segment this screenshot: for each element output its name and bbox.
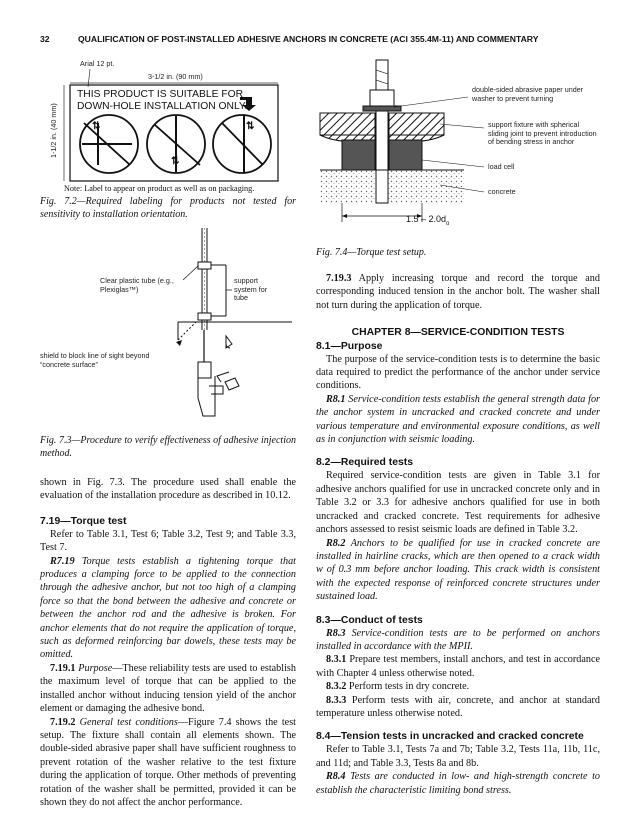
updown-icon: ⇅ bbox=[171, 156, 180, 167]
p831-lead: 8.3.1 bbox=[326, 654, 347, 666]
r8-2-lead: R8.2 bbox=[326, 537, 346, 549]
dimension-label bbox=[406, 214, 449, 227]
p833-text: Perform tests with air, concrete, and anchor at standard temperature unless otherwise noted. bbox=[316, 694, 600, 719]
p7191-lead: 7.19.1 bbox=[50, 662, 76, 674]
heading-8-2: 8.2—Required tests bbox=[316, 457, 414, 469]
updown-icon: ⇅ bbox=[246, 121, 255, 132]
load-cell-label: load cell bbox=[488, 162, 515, 171]
running-title: QUALIFICATION OF POST-INSTALLED ADHESIVE ANCHORS IN CONCRETE (ACI 355.4M-11) AND COMMENTARY bbox=[78, 34, 539, 44]
right-column bbox=[316, 272, 600, 797]
arial-label: Arial 12 pt. bbox=[80, 59, 115, 68]
dimension-subscript: o bbox=[446, 220, 450, 227]
paragraph-8-1: The purpose of the service-condition tests is to determine the basic data required to predict the performance of the anchor under service conditions. bbox=[316, 353, 600, 392]
fig73-caption: Fig. 7.3—Procedure to verify effectiveness of adhesive injection method. bbox=[40, 435, 296, 459]
updown-icon: ⇅ bbox=[92, 121, 101, 132]
r8-1-lead: R8.1 bbox=[326, 393, 346, 405]
support-fixture-label: support fixture with spherical sliding joint to prevent introduction of bending stress in anchor bbox=[488, 120, 597, 147]
p7193-lead: 7.19.3 bbox=[326, 273, 352, 284]
paragraph-7-19: Refer to Table 3.1, Test 6; Table 3.2, Test 9; and Table 3.3, Test 7. bbox=[40, 528, 296, 554]
fig72-note: Note: Label to appear on product as well as on packaging. bbox=[64, 184, 255, 193]
p7192-lead: 7.19.2 bbox=[50, 716, 76, 728]
p7192-text: —Figure 7.4 shows the test setup. The fixture shall contain all elements shown. The double-sided abrasive paper shall have sufficient roughness to prevent rotation of the washer relative to the test fixture during the application of torque. Other methods of preventing rotation of the washer shall be permitted, provided it can be shown they do not affect the anchor performance. bbox=[40, 716, 296, 808]
concrete-label: concrete bbox=[488, 187, 516, 196]
paragraph-8-4: Refer to Table 3.1, Tests 7a and 7b; Table 3.2, Tests 11a, 11b, 11c, and 11d; and Table 3.3, Tests 8a and 8b. bbox=[316, 744, 600, 769]
p831-text: Prepare test members, install anchors, and test in accordance with Chapter 4 unless otherwise noted. bbox=[316, 654, 600, 679]
label-line-1: THIS PRODUCT IS SUITABLE FOR bbox=[77, 89, 244, 100]
commentary-r8-3 bbox=[316, 627, 600, 654]
heading-8-4: 8.4—Tension tests in uncracked and cracked concrete bbox=[316, 731, 584, 743]
height-dimension: 1-1/2 in. (40 mm) bbox=[49, 103, 58, 158]
r8-4-lead: R8.4 bbox=[326, 771, 346, 783]
p833-lead: 8.3.3 bbox=[326, 694, 347, 706]
support-label: support system for tube bbox=[234, 276, 268, 303]
paragraph-8-3-1 bbox=[316, 653, 600, 680]
heading-8-1: 8.1—Purpose bbox=[316, 340, 383, 352]
chapter-8-heading: CHAPTER 8—SERVICE-CONDITION TESTS bbox=[351, 327, 565, 339]
p7193-text: Apply increasing torque and record the torque and corresponding induced tension in the anchor bolt. The washer shall not turn during the application of torque. bbox=[316, 273, 600, 311]
r8-3-text: Service-condition tests are to be performed on anchors installed in accordance with the MPII. bbox=[316, 627, 600, 652]
p832-text: Perform tests in dry concrete. bbox=[346, 681, 470, 693]
shield-label: shield to block line of sight beyond “concrete surface” bbox=[40, 351, 150, 369]
p832-lead: 8.3.2 bbox=[326, 681, 347, 693]
r8-1-text: Service-condition tests establish the general strength data for the anchor system in uncracked and cracked concrete and under various temperature and environmental exposure conditions, as well as in conjunction with seismic loading. bbox=[316, 393, 600, 446]
r7-19-text: Torque tests establish a tightening torque that produces a clamping force to be applied to the connection through the adhesive anchor, but not too high of a clamping force so that the bond between the adhesive and concrete or between the anchor rod and the adhesive is broken. For anchor elements that do not require the application of torque, such as deformed reinforcing bar dowels, these tests may be omitted. bbox=[40, 555, 296, 661]
p7191-text: —These reliability tests are used to establish the maximum level of torque that can be applied to the installed anchor without inducing tension yield of the anchor element or damaging the adhesive bond. bbox=[40, 662, 296, 715]
fig72-caption: Fig. 7.2—Required labeling for products not tested for sensitivity to installation orientation. bbox=[40, 196, 296, 220]
label-line-2: DOWN-HOLE INSTALLATION ONLY. bbox=[77, 101, 248, 112]
r8-2-text: Anchors to be qualified for use in cracked concrete are installed in hairline cracks, which are then opened to a crack width w of 0.3 mm before anchor loading. This crack width is consistent with the expected response of reinforced concrete structures under sustained load. bbox=[316, 537, 600, 603]
heading-8-3: 8.3—Conduct of tests bbox=[316, 614, 423, 626]
paragraph-8-3-3 bbox=[316, 694, 600, 721]
r7-19-lead: R7.19 bbox=[50, 555, 75, 567]
r8-3-lead: R8.3 bbox=[326, 627, 346, 639]
page-number: 32 bbox=[40, 34, 50, 44]
r8-4-text: Tests are conducted in low- and high-strength concrete to establish the characteristic limiting bond stress. bbox=[316, 771, 600, 796]
width-dimension: 3-1/2 in. (90 mm) bbox=[148, 72, 203, 81]
dimension-value: 1.5 – 2.0d bbox=[406, 214, 447, 224]
commentary-r8-4 bbox=[316, 770, 600, 797]
heading-7-19: 7.19—Torque test bbox=[40, 515, 127, 527]
paragraph-intro: shown in Fig. 7.3. The procedure used shall enable the evaluation of the installation procedure as described in 10.12. bbox=[40, 477, 296, 502]
commentary-r8-2 bbox=[316, 537, 600, 604]
p7192-italic: General test conditions bbox=[75, 716, 178, 728]
fig74-caption: Fig. 7.4—Torque test setup. bbox=[316, 247, 427, 258]
clear-tube-label: Clear plastic tube (e.g., Plexiglas™) bbox=[100, 276, 174, 294]
paragraph-8-3-2 bbox=[316, 680, 600, 693]
abrasive-paper-label: double-sided abrasive paper under washer to prevent turning bbox=[472, 85, 584, 103]
commentary-r8-1 bbox=[316, 393, 600, 447]
paragraph-8-2: Required service-condition tests are given in Table 3.1 for adhesive anchors qualified for use in uncracked concrete only and in Table 3.2 or 3.3 for adhesive anchors qualified for use in both uncracked and cracked concrete. Test requirements for adhesive anchors assessed to resist seismic loads are defined in Table 3.2. bbox=[316, 470, 600, 536]
paragraph-7-19-3 bbox=[316, 272, 600, 312]
p7191-italic: Purpose bbox=[75, 662, 113, 674]
